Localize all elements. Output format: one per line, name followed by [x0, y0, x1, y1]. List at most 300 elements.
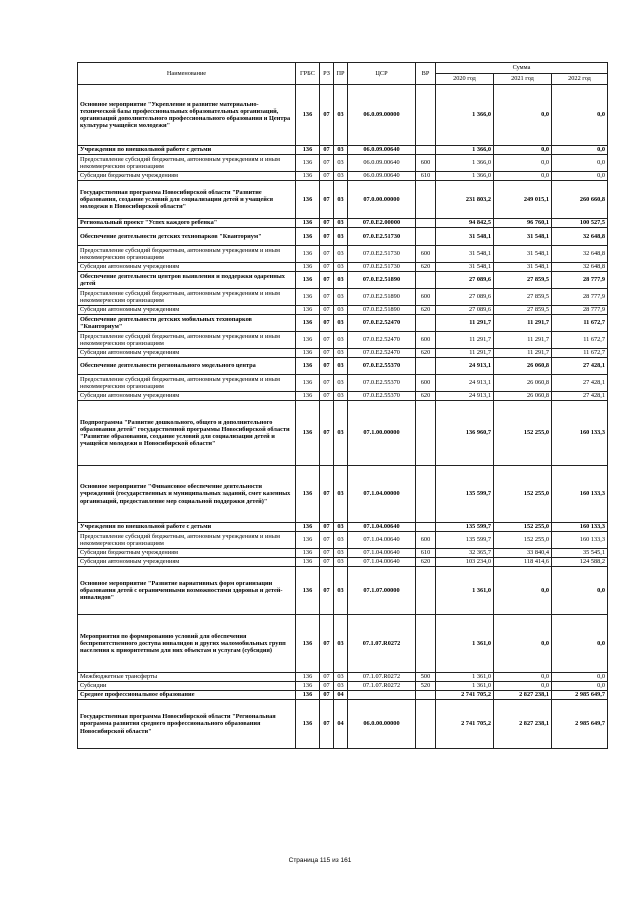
cell-name: Региональный проект "Успех каждого ребенка" [78, 219, 296, 228]
cell-name: Основное мероприятие "Финансовое обеспечение деятельности учреждений (государственных и муниципальных заданий, смет казенных организаций, предоставление мер социальной поддержки детей)" [78, 466, 296, 523]
table-row [78, 392, 608, 401]
cell-vr: 620 [416, 263, 436, 272]
cell-name: Основное мероприятие "Развитие вариативных форм организации образования детей с ограниченными возможностями здоровья и детей-инвалидов" [78, 567, 296, 615]
cell-pr: 03 [334, 567, 348, 615]
cell-y2020: 32 365,7 [436, 549, 494, 558]
cell-rz: 07 [320, 615, 334, 673]
cell-rz: 07 [320, 532, 334, 549]
cell-name: Государственная программа Новосибирской области "Региональная программа развития среднего профессионального образования Новосибирской области" [78, 700, 296, 749]
cell-rz: 07 [320, 219, 334, 228]
cell-grbs: 136 [296, 615, 320, 673]
table-row [78, 691, 608, 700]
cell-csr: 07.1.00.00000 [348, 401, 416, 466]
cell-vr: 610 [416, 549, 436, 558]
cell-pr: 03 [334, 549, 348, 558]
cell-y2020: 11 291,7 [436, 332, 494, 349]
table-body [78, 85, 608, 749]
cell-y2020: 11 291,7 [436, 315, 494, 332]
cell-y2022: 0,0 [552, 673, 608, 682]
cell-vr [416, 523, 436, 532]
cell-vr: 600 [416, 375, 436, 392]
cell-y2021: 31 548,1 [494, 263, 552, 272]
cell-grbs: 136 [296, 567, 320, 615]
table-row [78, 146, 608, 155]
cell-y2021: 152 255,0 [494, 466, 552, 523]
cell-grbs: 136 [296, 306, 320, 315]
cell-y2022: 260 660,8 [552, 181, 608, 219]
cell-y2022: 124 588,2 [552, 558, 608, 567]
header-2020: 2020 год [436, 74, 494, 85]
cell-y2020: 27 089,6 [436, 289, 494, 306]
cell-vr: 600 [416, 332, 436, 349]
cell-csr: 07.0.E2.51730 [348, 263, 416, 272]
cell-rz: 07 [320, 85, 334, 146]
table-row [78, 532, 608, 549]
cell-vr: 500 [416, 673, 436, 682]
cell-pr: 03 [334, 155, 348, 172]
cell-grbs: 136 [296, 146, 320, 155]
cell-grbs: 136 [296, 691, 320, 700]
cell-pr: 04 [334, 700, 348, 749]
cell-grbs: 136 [296, 219, 320, 228]
table-row [78, 315, 608, 332]
cell-y2020: 1 366,0 [436, 172, 494, 181]
cell-csr: 07.0.E2.00000 [348, 219, 416, 228]
table-row [78, 401, 608, 466]
cell-y2021: 2 827 238,1 [494, 700, 552, 749]
cell-csr: 07.1.04.00640 [348, 558, 416, 567]
cell-vr: 600 [416, 289, 436, 306]
table-row [78, 558, 608, 567]
cell-csr: 07.1.04.00000 [348, 466, 416, 523]
cell-name: Подпрограмма "Развитие дошкольного, общего и дополнительного образования детей" государственной программы Новосибирской области "Развитие образования, создание условий для социализации детей и учащейся молодежи в Новосибирской области" [78, 401, 296, 466]
cell-vr [416, 401, 436, 466]
cell-y2020: 94 842,5 [436, 219, 494, 228]
cell-name: Учреждения по внешкольной работе с детьми [78, 523, 296, 532]
cell-pr: 03 [334, 523, 348, 532]
cell-csr: 07.0.E2.52470 [348, 315, 416, 332]
cell-name: Субсидии бюджетным учреждениям [78, 172, 296, 181]
cell-csr: 07.0.E2.52470 [348, 332, 416, 349]
cell-name: Предоставление субсидий бюджетным, автономным учреждениям и иным некоммерческим организациям [78, 532, 296, 549]
cell-y2021: 33 840,4 [494, 549, 552, 558]
cell-y2022: 160 133,3 [552, 532, 608, 549]
cell-y2021: 0,0 [494, 615, 552, 673]
table-row [78, 682, 608, 691]
cell-grbs: 136 [296, 263, 320, 272]
cell-rz: 07 [320, 228, 334, 246]
cell-y2020: 24 913,1 [436, 375, 494, 392]
cell-vr [416, 615, 436, 673]
cell-name: Обеспечение деятельности детских технопарков "Кванториум" [78, 228, 296, 246]
cell-rz: 07 [320, 549, 334, 558]
cell-csr: 06.0.09.00000 [348, 85, 416, 146]
cell-csr: 07.1.04.00640 [348, 532, 416, 549]
cell-y2022: 11 672,7 [552, 349, 608, 358]
cell-vr [416, 146, 436, 155]
cell-pr: 03 [334, 289, 348, 306]
cell-y2022: 160 133,3 [552, 523, 608, 532]
cell-y2020: 24 913,1 [436, 358, 494, 375]
header-vr: ВР [416, 63, 436, 85]
cell-y2021: 118 414,6 [494, 558, 552, 567]
table-row [78, 246, 608, 263]
header-grbs: ГРБС [296, 63, 320, 85]
cell-pr: 03 [334, 85, 348, 146]
cell-vr [416, 272, 436, 289]
cell-y2022: 0,0 [552, 85, 608, 146]
cell-y2021: 2 827 238,1 [494, 691, 552, 700]
cell-y2021: 0,0 [494, 155, 552, 172]
header-rz: РЗ [320, 63, 334, 85]
cell-grbs: 136 [296, 246, 320, 263]
cell-grbs: 136 [296, 85, 320, 146]
cell-y2020: 1 361,0 [436, 615, 494, 673]
cell-grbs: 136 [296, 523, 320, 532]
cell-pr: 03 [334, 615, 348, 673]
cell-grbs: 136 [296, 673, 320, 682]
cell-y2020: 1 366,0 [436, 85, 494, 146]
cell-vr [416, 466, 436, 523]
cell-y2021: 26 060,8 [494, 392, 552, 401]
cell-name: Предоставление субсидий бюджетным, автономным учреждениям и иным некоммерческим организациям [78, 289, 296, 306]
cell-y2020: 1 361,0 [436, 682, 494, 691]
cell-pr: 03 [334, 682, 348, 691]
cell-rz: 07 [320, 349, 334, 358]
cell-pr: 03 [334, 228, 348, 246]
cell-vr: 520 [416, 682, 436, 691]
table-row [78, 549, 608, 558]
cell-rz: 07 [320, 358, 334, 375]
cell-y2022: 11 672,7 [552, 315, 608, 332]
cell-y2021: 27 859,5 [494, 289, 552, 306]
cell-y2022: 27 428,1 [552, 375, 608, 392]
budget-sheet [77, 62, 607, 749]
cell-y2022: 32 648,8 [552, 228, 608, 246]
cell-rz: 07 [320, 558, 334, 567]
cell-name: Субсидии автономным учреждениям [78, 392, 296, 401]
cell-y2022: 100 527,5 [552, 219, 608, 228]
cell-pr: 03 [334, 392, 348, 401]
cell-y2020: 31 548,1 [436, 263, 494, 272]
cell-csr: 07.1.07.00000 [348, 567, 416, 615]
header-2022: 2022 год [552, 74, 608, 85]
cell-name: Обеспечение деятельности регионального модельного центра [78, 358, 296, 375]
cell-y2021: 26 060,8 [494, 375, 552, 392]
table-row [78, 358, 608, 375]
cell-y2022: 32 648,8 [552, 263, 608, 272]
cell-y2020: 2 741 705,2 [436, 691, 494, 700]
cell-csr: 07.0.E2.55370 [348, 358, 416, 375]
cell-y2022: 2 985 649,7 [552, 700, 608, 749]
cell-y2022: 0,0 [552, 172, 608, 181]
cell-rz: 07 [320, 263, 334, 272]
cell-name: Предоставление субсидий бюджетным, автономным учреждениям и иным некоммерческим организациям [78, 246, 296, 263]
cell-y2021: 96 760,1 [494, 219, 552, 228]
cell-csr: 06.0.09.00640 [348, 146, 416, 155]
cell-y2021: 0,0 [494, 172, 552, 181]
cell-grbs: 136 [296, 466, 320, 523]
cell-csr: 07.0.E2.55370 [348, 392, 416, 401]
header-name: Наименование [78, 63, 296, 85]
cell-pr: 03 [334, 532, 348, 549]
cell-csr: 07.0.E2.51730 [348, 228, 416, 246]
cell-rz: 07 [320, 246, 334, 263]
cell-y2021: 31 548,1 [494, 246, 552, 263]
cell-name: Субсидии [78, 682, 296, 691]
cell-grbs: 136 [296, 358, 320, 375]
cell-y2020: 136 960,7 [436, 401, 494, 466]
cell-y2020: 231 803,2 [436, 181, 494, 219]
cell-csr [348, 691, 416, 700]
cell-name: Среднее профессиональное образование [78, 691, 296, 700]
cell-y2020: 135 599,7 [436, 532, 494, 549]
cell-rz: 07 [320, 691, 334, 700]
cell-vr: 620 [416, 306, 436, 315]
cell-csr: 06.0.09.00640 [348, 172, 416, 181]
cell-rz: 07 [320, 332, 334, 349]
cell-y2021: 0,0 [494, 567, 552, 615]
cell-csr: 07.0.E2.51890 [348, 289, 416, 306]
cell-name: Субсидии автономным учреждениям [78, 349, 296, 358]
cell-vr: 620 [416, 558, 436, 567]
table-row [78, 567, 608, 615]
header-sum: Сумма [436, 63, 608, 74]
table-row [78, 673, 608, 682]
cell-pr: 03 [334, 246, 348, 263]
cell-grbs: 136 [296, 272, 320, 289]
cell-y2022: 35 545,1 [552, 549, 608, 558]
cell-rz: 07 [320, 700, 334, 749]
cell-y2021: 31 548,1 [494, 228, 552, 246]
cell-name: Государственная программа Новосибирской области "Развитие образования, создание условий для социализации детей и учащейся молодежи в Новосибирской области" [78, 181, 296, 219]
cell-y2020: 135 599,7 [436, 523, 494, 532]
cell-vr [416, 700, 436, 749]
cell-name: Субсидии автономным учреждениям [78, 306, 296, 315]
cell-csr: 07.0.E2.55370 [348, 375, 416, 392]
cell-pr: 03 [334, 272, 348, 289]
cell-csr: 06.0.09.00640 [348, 155, 416, 172]
table-row [78, 219, 608, 228]
cell-y2021: 0,0 [494, 146, 552, 155]
cell-name: Учреждения по внешкольной работе с детьми [78, 146, 296, 155]
cell-y2021: 26 060,8 [494, 358, 552, 375]
table-row [78, 155, 608, 172]
cell-y2022: 0,0 [552, 146, 608, 155]
cell-y2022: 28 777,9 [552, 289, 608, 306]
table-row [78, 85, 608, 146]
cell-pr: 03 [334, 146, 348, 155]
cell-y2022: 27 428,1 [552, 392, 608, 401]
cell-grbs: 136 [296, 549, 320, 558]
cell-rz: 07 [320, 315, 334, 332]
cell-pr: 03 [334, 332, 348, 349]
table-row [78, 466, 608, 523]
cell-y2022: 160 133,3 [552, 401, 608, 466]
cell-y2021: 27 859,5 [494, 306, 552, 315]
cell-csr: 07.1.07.R0272 [348, 673, 416, 682]
cell-y2021: 152 255,0 [494, 401, 552, 466]
cell-name: Субсидии автономным учреждениям [78, 558, 296, 567]
cell-csr: 07.1.04.00640 [348, 523, 416, 532]
cell-y2020: 103 234,0 [436, 558, 494, 567]
cell-rz: 07 [320, 272, 334, 289]
cell-pr: 03 [334, 315, 348, 332]
table-row [78, 172, 608, 181]
cell-pr: 03 [334, 673, 348, 682]
cell-y2021: 0,0 [494, 682, 552, 691]
cell-grbs: 136 [296, 349, 320, 358]
table-header [78, 63, 608, 85]
cell-name: Обеспечение деятельности детских мобильных технопарков "Кванториум" [78, 315, 296, 332]
cell-vr [416, 219, 436, 228]
cell-vr: 620 [416, 349, 436, 358]
cell-pr: 03 [334, 263, 348, 272]
cell-y2022: 11 672,7 [552, 332, 608, 349]
cell-csr: 07.1.07.R0272 [348, 682, 416, 691]
cell-csr: 07.1.07.R0272 [348, 615, 416, 673]
cell-y2020: 1 366,0 [436, 146, 494, 155]
cell-y2022: 28 777,9 [552, 306, 608, 315]
table-row [78, 700, 608, 749]
cell-y2021: 0,0 [494, 673, 552, 682]
cell-csr: 07.0.E2.51890 [348, 306, 416, 315]
cell-y2020: 27 089,6 [436, 306, 494, 315]
cell-y2022: 27 428,1 [552, 358, 608, 375]
cell-name: Предоставление субсидий бюджетным, автономным учреждениям и иным некоммерческим организациям [78, 375, 296, 392]
cell-grbs: 136 [296, 289, 320, 306]
cell-y2021: 27 859,5 [494, 272, 552, 289]
table-row [78, 375, 608, 392]
cell-grbs: 136 [296, 332, 320, 349]
cell-y2020: 1 366,0 [436, 155, 494, 172]
cell-name: Мероприятия по формированию условий для обеспечения беспрепятственного доступа инвалидов и других маломобильных групп населения к приоритетным для них объектам и услугам (субсидия) [78, 615, 296, 673]
cell-grbs: 136 [296, 401, 320, 466]
header-csr: ЦСР [348, 63, 416, 85]
cell-grbs: 136 [296, 532, 320, 549]
cell-pr: 03 [334, 172, 348, 181]
header-pr: ПР [334, 63, 348, 85]
table-row [78, 615, 608, 673]
table-row [78, 523, 608, 532]
header-2021: 2021 год [494, 74, 552, 85]
cell-y2021: 152 255,0 [494, 523, 552, 532]
cell-y2020: 2 741 705,2 [436, 700, 494, 749]
cell-y2020: 24 913,1 [436, 392, 494, 401]
cell-rz: 07 [320, 375, 334, 392]
cell-y2021: 11 291,7 [494, 332, 552, 349]
cell-y2021: 152 255,0 [494, 532, 552, 549]
cell-vr [416, 315, 436, 332]
cell-y2020: 27 089,6 [436, 272, 494, 289]
cell-pr: 03 [334, 558, 348, 567]
cell-pr: 03 [334, 466, 348, 523]
cell-grbs: 136 [296, 181, 320, 219]
cell-grbs: 136 [296, 558, 320, 567]
cell-y2022: 0,0 [552, 155, 608, 172]
cell-vr: 600 [416, 532, 436, 549]
cell-vr [416, 691, 436, 700]
cell-rz: 07 [320, 466, 334, 523]
cell-rz: 07 [320, 146, 334, 155]
cell-rz: 07 [320, 155, 334, 172]
cell-y2022: 28 777,9 [552, 272, 608, 289]
cell-rz: 07 [320, 682, 334, 691]
cell-name: Субсидии бюджетным учреждениям [78, 549, 296, 558]
cell-pr: 03 [334, 375, 348, 392]
cell-y2022: 160 133,3 [552, 466, 608, 523]
cell-csr: 07.0.00.00000 [348, 181, 416, 219]
cell-grbs: 136 [296, 392, 320, 401]
cell-y2021: 11 291,7 [494, 349, 552, 358]
cell-grbs: 136 [296, 172, 320, 181]
cell-rz: 07 [320, 172, 334, 181]
cell-grbs: 136 [296, 700, 320, 749]
cell-csr: 07.0.E2.51730 [348, 246, 416, 263]
cell-grbs: 136 [296, 228, 320, 246]
cell-grbs: 136 [296, 315, 320, 332]
cell-y2022: 0,0 [552, 615, 608, 673]
cell-y2021: 249 015,1 [494, 181, 552, 219]
cell-rz: 07 [320, 392, 334, 401]
cell-pr: 03 [334, 219, 348, 228]
cell-rz: 07 [320, 673, 334, 682]
budget-table [77, 62, 608, 749]
table-row [78, 228, 608, 246]
cell-vr [416, 228, 436, 246]
cell-y2020: 11 291,7 [436, 349, 494, 358]
cell-y2020: 1 361,0 [436, 673, 494, 682]
cell-name: Основное мероприятие "Укрепление и развитие материально-технической базы профессиональных образовательных организаций, организаций дополнительного профессионального образования и Центра культуры учащейся молодежи" [78, 85, 296, 146]
cell-name: Субсидии автономным учреждениям [78, 263, 296, 272]
cell-pr: 03 [334, 349, 348, 358]
cell-y2021: 11 291,7 [494, 315, 552, 332]
cell-vr [416, 358, 436, 375]
table-row [78, 289, 608, 306]
page-footer: Страница 115 из 161 [288, 857, 352, 864]
table-row [78, 306, 608, 315]
cell-y2020: 31 548,1 [436, 246, 494, 263]
cell-csr: 07.1.04.00640 [348, 549, 416, 558]
cell-y2022: 2 985 649,7 [552, 691, 608, 700]
cell-pr: 03 [334, 401, 348, 466]
cell-y2020: 135 599,7 [436, 466, 494, 523]
cell-y2022: 0,0 [552, 682, 608, 691]
cell-pr: 03 [334, 306, 348, 315]
table-row [78, 263, 608, 272]
cell-y2021: 0,0 [494, 85, 552, 146]
cell-pr: 03 [334, 358, 348, 375]
cell-y2022: 0,0 [552, 567, 608, 615]
cell-name: Межбюджетные трансферты [78, 673, 296, 682]
cell-csr: 06.0.00.00000 [348, 700, 416, 749]
table-row [78, 181, 608, 219]
cell-pr: 04 [334, 691, 348, 700]
table-row [78, 272, 608, 289]
table-row [78, 332, 608, 349]
cell-rz: 07 [320, 401, 334, 466]
cell-rz: 07 [320, 289, 334, 306]
cell-csr: 07.0.E2.52470 [348, 349, 416, 358]
cell-rz: 07 [320, 567, 334, 615]
cell-rz: 07 [320, 306, 334, 315]
cell-rz: 07 [320, 523, 334, 532]
cell-rz: 07 [320, 181, 334, 219]
cell-vr: 610 [416, 172, 436, 181]
cell-grbs: 136 [296, 155, 320, 172]
cell-name: Предоставление субсидий бюджетным, автономным учреждениям и иным некоммерческим организациям [78, 332, 296, 349]
cell-grbs: 136 [296, 682, 320, 691]
